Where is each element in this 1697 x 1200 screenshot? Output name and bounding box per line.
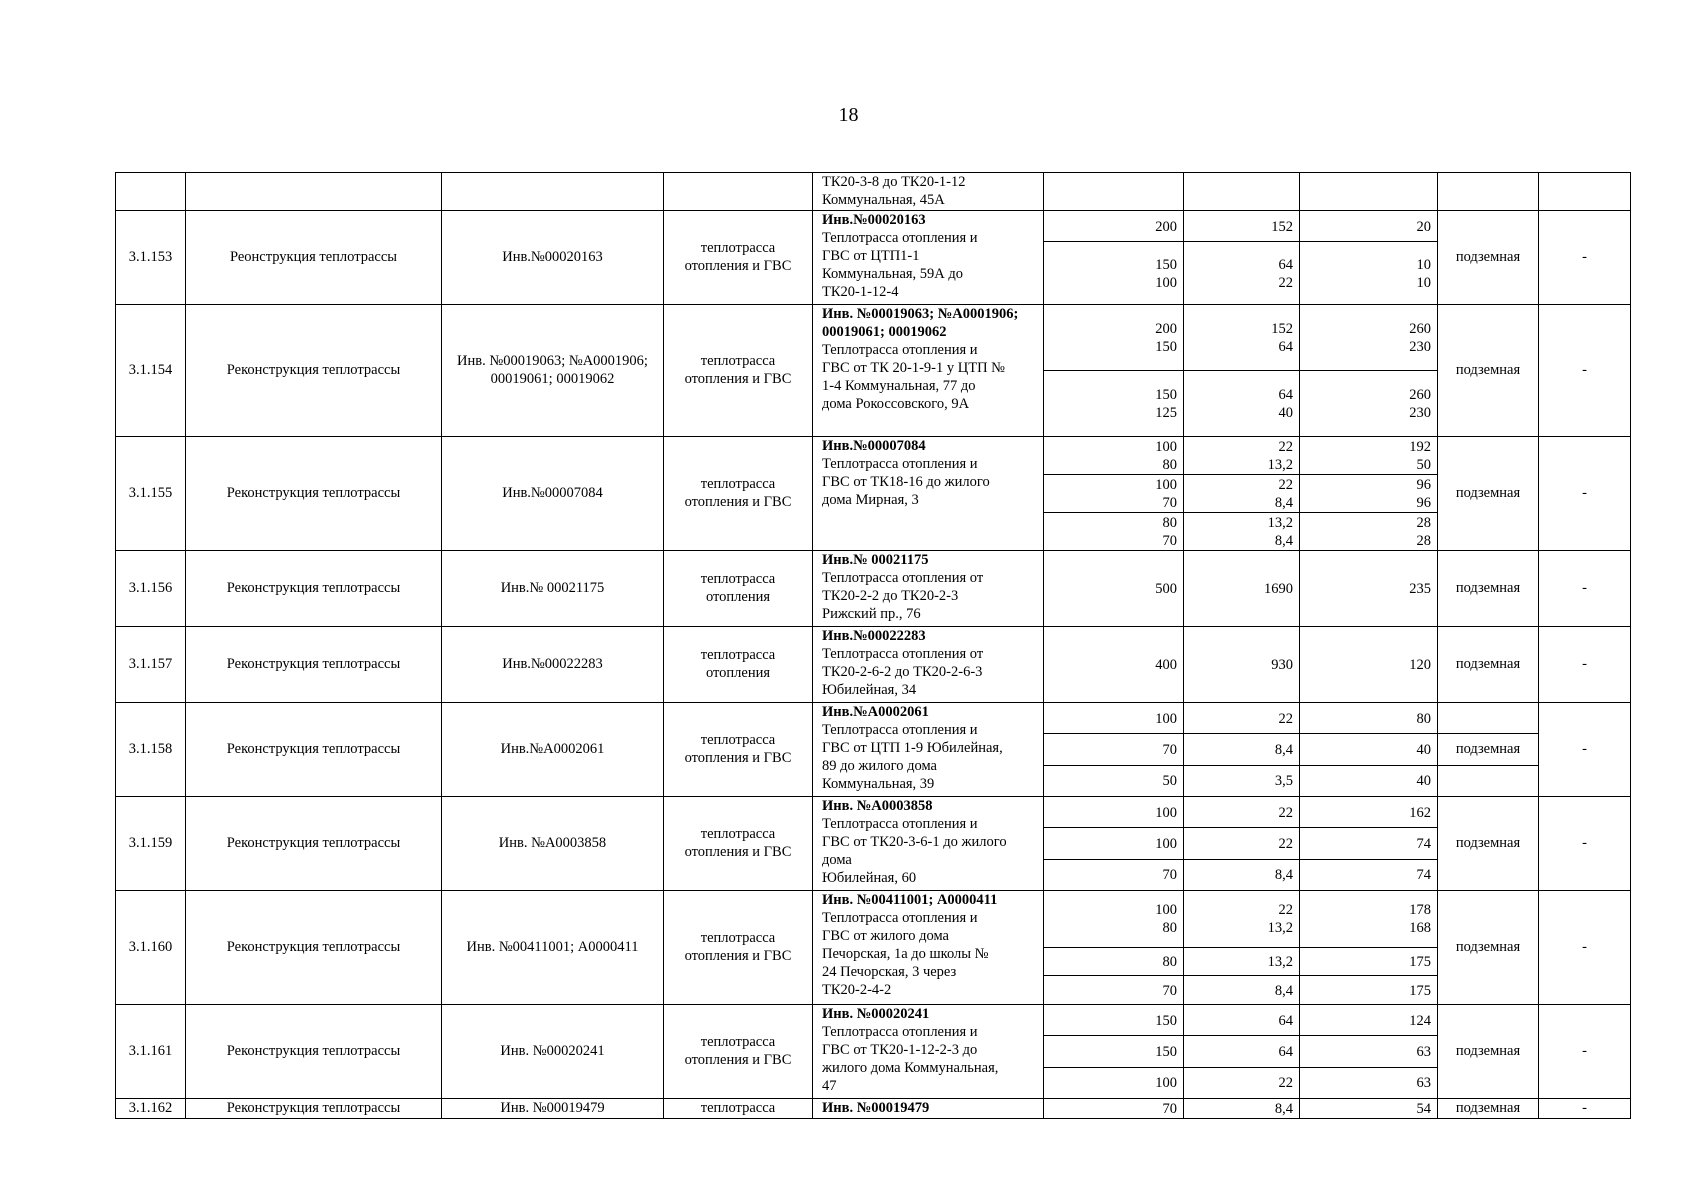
note-cell: [1539, 173, 1631, 211]
description-cell: [813, 436, 1044, 550]
laying-method-cell: [1438, 702, 1539, 733]
diameter-value: 100: [1155, 476, 1177, 493]
value-value: 54: [1416, 1100, 1431, 1117]
work-name-cell: Реконструкция теплотрассы: [186, 304, 442, 436]
diameter-value: 150: [1155, 386, 1177, 403]
diameter-cell: [1044, 1067, 1184, 1098]
length-value: 8,4: [1274, 532, 1293, 549]
diameter-cell: [1044, 734, 1184, 765]
object-type-cell: теплотрасса отопления: [664, 550, 813, 626]
description-line: дома Мирная, 3: [822, 491, 919, 508]
description-line: Теплотрасса отопления и: [822, 230, 978, 246]
description-inventory: Инв.№00007084: [822, 437, 926, 454]
value-cell: [1300, 626, 1438, 702]
value-value: 63: [1416, 1043, 1431, 1060]
diameter-value: 100: [1155, 274, 1177, 291]
diameter-cell: [1044, 626, 1184, 702]
description-line: ГВС от ТК 20-1-9-1 у ЦТП №: [822, 359, 1006, 376]
description-line: ГВС от ТК18-16 до жилого: [822, 473, 990, 490]
diameter-value: 200: [1155, 218, 1177, 235]
diameter-cell: [1044, 242, 1184, 305]
value-value: 178: [1409, 902, 1431, 919]
row-number-cell: 3.1.154: [116, 304, 186, 436]
inventory-cell: Инв.№00022283: [442, 626, 664, 702]
diameter-value: 150: [1155, 1012, 1177, 1029]
object-type-cell: теплотрасса отопления и ГВС: [664, 890, 813, 1004]
row-number-cell: 3.1.161: [116, 1004, 186, 1098]
value-value: 40: [1416, 741, 1431, 758]
value-value: 80: [1416, 710, 1431, 727]
diameter-cell: [1044, 211, 1184, 242]
value-cell: [1300, 859, 1438, 890]
diameter-cell: [1044, 512, 1184, 550]
value-value: 260: [1409, 386, 1431, 403]
work-name-cell: Реконструкция теплотрассы: [186, 1004, 442, 1098]
description-line: Теплотрасса отопления и: [822, 909, 978, 926]
laying-method-cell: подземная: [1438, 550, 1539, 626]
note-cell: -: [1539, 436, 1631, 550]
value-value: 260: [1409, 320, 1431, 337]
description-line: 1-4 Коммунальная, 77 до: [822, 377, 976, 394]
work-name-cell: Реконструкция теплотрассы: [186, 436, 442, 550]
diameter-value: 150: [1155, 256, 1177, 273]
description-line: ГВС от ЦТП 1-9 Юбилейная,: [822, 739, 1003, 756]
work-name-cell: Реконструкция теплотрассы: [186, 626, 442, 702]
diameter-value: 80: [1162, 954, 1177, 971]
diameter-cell: [1044, 702, 1184, 733]
diameter-value: 150: [1155, 338, 1177, 355]
description-line: жилого дома Коммунальная,: [822, 1059, 999, 1076]
length-value: 8,4: [1274, 982, 1293, 999]
object-type-cell: теплотрасса отопления и ГВС: [664, 436, 813, 550]
inventory-cell: Инв. №00019063; №А0001906; 00019061; 00019062: [442, 304, 664, 436]
value-cell: [1300, 765, 1438, 796]
description-inventory: Инв. №00020241: [822, 1005, 930, 1022]
length-value: 13,2: [1267, 920, 1293, 937]
value-value: 74: [1416, 835, 1431, 852]
note-cell: -: [1539, 1098, 1631, 1118]
description-cell: [813, 304, 1044, 436]
value-cell: [1300, 1067, 1438, 1098]
row-number-cell: 3.1.158: [116, 702, 186, 796]
value-cell: [1300, 370, 1438, 436]
diameter-cell: [1044, 173, 1184, 211]
value-value: 10: [1416, 256, 1431, 273]
inventory-cell: Инв. №00019479: [442, 1098, 664, 1118]
length-value: 13,2: [1267, 954, 1293, 971]
pipeline-table: [115, 172, 1631, 1119]
description-line: Юбилейная, 60: [822, 869, 917, 886]
row-number-cell: 3.1.157: [116, 626, 186, 702]
diameter-cell: [1044, 304, 1184, 370]
description-line: Коммунальная, 45А: [822, 192, 945, 208]
laying-method-cell: [1438, 173, 1539, 211]
length-cell: [1184, 796, 1300, 827]
description-cell: [813, 173, 1044, 211]
description-cell: [813, 702, 1044, 796]
description-cell: [813, 796, 1044, 890]
table-row: [116, 1098, 1631, 1118]
description-line: Теплотрасса отопления и: [822, 341, 978, 358]
row-number-cell: 3.1.160: [116, 890, 186, 1004]
length-value: 40: [1278, 404, 1293, 421]
length-value: 13,2: [1267, 514, 1293, 531]
work-name-cell: Реконструкция теплотрассы: [186, 796, 442, 890]
value-value: 96: [1416, 494, 1431, 511]
laying-method-cell: подземная: [1438, 211, 1539, 305]
diameter-cell: [1044, 796, 1184, 827]
description-line: Теплотрасса отопления и: [822, 721, 978, 738]
description-line: Коммунальная, 39: [822, 775, 935, 792]
length-cell: [1184, 211, 1300, 242]
table-row: [116, 211, 1631, 242]
length-value: 152: [1271, 218, 1293, 235]
value-cell: [1300, 474, 1438, 512]
value-value: 124: [1409, 1012, 1431, 1029]
value-value: 230: [1409, 404, 1431, 421]
row-number-cell: 3.1.162: [116, 1098, 186, 1118]
inventory-cell: Инв.№00020163: [442, 211, 664, 305]
length-cell: [1184, 370, 1300, 436]
length-cell: [1184, 702, 1300, 733]
value-cell: [1300, 702, 1438, 733]
length-cell: [1184, 1067, 1300, 1098]
object-type-cell: теплотрасса отопления и ГВС: [664, 211, 813, 305]
length-value: 22: [1278, 438, 1293, 455]
description-line: Теплотрасса отопления и: [822, 815, 978, 832]
value-cell: [1300, 890, 1438, 947]
length-value: 8,4: [1274, 1100, 1293, 1117]
description-cell: [813, 626, 1044, 702]
description-inventory: Инв.№ 00021175: [822, 551, 929, 568]
value-value: 175: [1409, 982, 1431, 999]
object-type-cell: теплотрасса: [664, 1098, 813, 1118]
value-cell: [1300, 550, 1438, 626]
inventory-cell: Инв. №00411001; А0000411: [442, 890, 664, 1004]
description-line: ГВС от ТК20-1-12-2-3 до: [822, 1041, 978, 1058]
length-cell: [1184, 436, 1300, 474]
length-value: 22: [1278, 804, 1293, 821]
length-cell: [1184, 947, 1300, 976]
inventory-cell: Инв.№А0002061: [442, 702, 664, 796]
diameter-cell: [1044, 890, 1184, 947]
length-cell: [1184, 976, 1300, 1005]
value-value: 162: [1409, 804, 1431, 821]
value-cell: [1300, 173, 1438, 211]
value-value: 40: [1416, 773, 1431, 790]
diameter-value: 80: [1162, 514, 1177, 531]
laying-method-cell: подземная: [1438, 626, 1539, 702]
value-cell: [1300, 734, 1438, 765]
diameter-cell: [1044, 436, 1184, 474]
length-value: 64: [1278, 1043, 1293, 1060]
note-cell: -: [1539, 626, 1631, 702]
description-inventory: Инв. №00019479: [822, 1099, 930, 1116]
length-value: 13,2: [1267, 456, 1293, 473]
diameter-value: 400: [1155, 656, 1177, 673]
laying-method-cell: подземная: [1438, 796, 1539, 890]
diameter-value: 200: [1155, 320, 1177, 337]
length-value: 22: [1278, 1075, 1293, 1092]
description-inventory: Инв.№00022283: [822, 627, 926, 644]
work-name-cell: Реконструкция теплотрассы: [186, 550, 442, 626]
value-value: 96: [1416, 476, 1431, 493]
length-value: 152: [1271, 320, 1293, 337]
value-cell: [1300, 1036, 1438, 1067]
laying-method-cell: подземная: [1438, 304, 1539, 436]
table-row: [116, 890, 1631, 947]
diameter-value: 70: [1162, 741, 1177, 758]
length-value: 64: [1278, 256, 1293, 273]
value-cell: [1300, 211, 1438, 242]
description-line: ТК20-1-12-4: [822, 284, 899, 300]
length-cell: [1184, 859, 1300, 890]
value-cell: [1300, 796, 1438, 827]
description-cell: [813, 890, 1044, 1004]
value-value: 120: [1409, 656, 1431, 673]
description-line: ТК20-2-2 до ТК20-2-3: [822, 587, 959, 604]
diameter-value: 100: [1155, 710, 1177, 727]
value-value: 28: [1416, 514, 1431, 531]
note-cell: -: [1539, 796, 1631, 890]
table-row: [116, 626, 1631, 702]
value-value: 175: [1409, 954, 1431, 971]
row-number-cell: 3.1.159: [116, 796, 186, 890]
value-cell: [1300, 1004, 1438, 1035]
length-cell: [1184, 242, 1300, 305]
description-line: дома: [822, 851, 852, 868]
value-cell: [1300, 304, 1438, 370]
length-cell: [1184, 734, 1300, 765]
inventory-cell: Инв.№00007084: [442, 436, 664, 550]
description-line: ТК20-2-6-2 до ТК20-2-6-3: [822, 663, 983, 680]
diameter-value: 100: [1155, 1075, 1177, 1092]
description-line: ГВС от ЦТП1-1: [822, 248, 920, 264]
value-cell: [1300, 512, 1438, 550]
description-line: ГВС от жилого дома: [822, 927, 949, 944]
description-cell: [813, 211, 1044, 305]
note-cell: -: [1539, 1004, 1631, 1098]
description-line: 47: [822, 1077, 837, 1094]
object-type-cell: [664, 173, 813, 211]
diameter-value: 70: [1162, 867, 1177, 884]
object-type-cell: теплотрасса отопления и ГВС: [664, 796, 813, 890]
diameter-cell: [1044, 947, 1184, 976]
table-row: [116, 550, 1631, 626]
diameter-value: 50: [1162, 773, 1177, 790]
description-inventory: Инв. №А0003858: [822, 797, 933, 814]
diameter-cell: [1044, 1098, 1184, 1118]
diameter-value: 100: [1155, 804, 1177, 821]
description-line: 89 до жилого дома: [822, 757, 937, 774]
description-line: Юбилейная, 34: [822, 681, 917, 698]
diameter-value: 70: [1162, 1100, 1177, 1117]
length-value: 22: [1278, 274, 1293, 291]
length-value: 64: [1278, 386, 1293, 403]
description-cell: [813, 1098, 1044, 1118]
length-cell: [1184, 304, 1300, 370]
row-number-cell: [116, 173, 186, 211]
description-cell: [813, 550, 1044, 626]
table-body: [116, 173, 1631, 1119]
object-type-cell: теплотрасса отопления и ГВС: [664, 702, 813, 796]
length-cell: [1184, 765, 1300, 796]
length-cell: [1184, 1036, 1300, 1067]
description-line: ТК20-3-8 до ТК20-1-12: [822, 174, 966, 190]
diameter-cell: [1044, 828, 1184, 859]
note-cell: -: [1539, 304, 1631, 436]
inventory-cell: Инв. №А0003858: [442, 796, 664, 890]
length-cell: [1184, 474, 1300, 512]
value-cell: [1300, 242, 1438, 305]
diameter-cell: [1044, 976, 1184, 1005]
note-cell: -: [1539, 211, 1631, 305]
table-row: [116, 436, 1631, 474]
length-value: 22: [1278, 835, 1293, 852]
work-name-cell: Реконструкция теплотрассы: [186, 1098, 442, 1118]
length-value: 22: [1278, 902, 1293, 919]
row-number-cell: 3.1.155: [116, 436, 186, 550]
page-number: 18: [838, 104, 859, 126]
work-name-cell: Реонструкция теплотрассы: [186, 211, 442, 305]
description-inventory: Инв.№00020163: [822, 212, 926, 228]
length-value: 930: [1271, 656, 1293, 673]
laying-method-cell: подземная: [1438, 1004, 1539, 1098]
description-line: ГВС от ТК20-3-6-1 до жилого: [822, 833, 1007, 850]
length-value: 64: [1278, 338, 1293, 355]
diameter-value: 80: [1162, 456, 1177, 473]
description-line: Теплотрасса отопления и: [822, 455, 978, 472]
table-row: [116, 304, 1631, 370]
value-cell: [1300, 828, 1438, 859]
diameter-value: 70: [1162, 982, 1177, 999]
description-line: Теплотрасса отопления и: [822, 1023, 978, 1040]
length-value: 22: [1278, 710, 1293, 727]
description-line: Теплотрасса отопления от: [822, 569, 984, 586]
diameter-cell: [1044, 1004, 1184, 1035]
diameter-value: 100: [1155, 438, 1177, 455]
description-inventory: Инв.№А0002061: [822, 703, 929, 720]
diameter-cell: [1044, 370, 1184, 436]
note-cell: -: [1539, 702, 1631, 796]
inventory-cell: Инв.№ 00021175: [442, 550, 664, 626]
description-line: 24 Печорская, 3 через: [822, 963, 957, 980]
diameter-value: 80: [1162, 920, 1177, 937]
diameter-value: 125: [1155, 404, 1177, 421]
value-value: 192: [1409, 438, 1431, 455]
value-value: 168: [1409, 920, 1431, 937]
diameter-value: 150: [1155, 1043, 1177, 1060]
diameter-value: 70: [1162, 494, 1177, 511]
table-row: [116, 702, 1631, 733]
length-cell: [1184, 890, 1300, 947]
description-line: Рижский пр., 76: [822, 605, 921, 622]
laying-method-cell: подземная: [1438, 1098, 1539, 1118]
description-line: дома Рокоссовского, 9А: [822, 395, 970, 412]
length-value: 64: [1278, 1012, 1293, 1029]
table-row: [116, 1004, 1631, 1035]
table-row: [116, 796, 1631, 827]
diameter-value: 500: [1155, 580, 1177, 597]
description-cell: [813, 1004, 1044, 1098]
length-cell: [1184, 512, 1300, 550]
value-value: 230: [1409, 338, 1431, 355]
diameter-cell: [1044, 474, 1184, 512]
value-cell: [1300, 1098, 1438, 1118]
value-value: 74: [1416, 867, 1431, 884]
length-value: 3,5: [1274, 773, 1293, 790]
description-line: Печорская, 1а до школы №: [822, 945, 989, 962]
diameter-cell: [1044, 1036, 1184, 1067]
row-number-cell: 3.1.153: [116, 211, 186, 305]
length-value: 8,4: [1274, 494, 1293, 511]
work-name-cell: [186, 173, 442, 211]
length-cell: [1184, 626, 1300, 702]
value-value: 20: [1416, 218, 1431, 235]
laying-method-cell: [1438, 765, 1539, 796]
object-type-cell: теплотрасса отопления: [664, 626, 813, 702]
length-value: 1690: [1264, 580, 1293, 597]
value-value: 28: [1416, 532, 1431, 549]
object-type-cell: теплотрасса отопления и ГВС: [664, 1004, 813, 1098]
length-cell: [1184, 550, 1300, 626]
description-inventory: Инв. №00019063; №А0001906; 00019061; 00019062: [822, 305, 1019, 340]
length-value: 8,4: [1274, 867, 1293, 884]
description-line: Теплотрасса отопления от: [822, 645, 984, 662]
length-value: 8,4: [1274, 741, 1293, 758]
diameter-cell: [1044, 859, 1184, 890]
diameter-value: 100: [1155, 902, 1177, 919]
laying-method-cell: подземная: [1438, 890, 1539, 1004]
value-value: 10: [1416, 274, 1431, 291]
description-line: Коммунальная, 59А до: [822, 266, 964, 282]
work-name-cell: Реконструкция теплотрассы: [186, 890, 442, 1004]
diameter-value: 70: [1162, 532, 1177, 549]
value-value: 235: [1409, 580, 1431, 597]
inventory-cell: Инв. №00020241: [442, 1004, 664, 1098]
value-cell: [1300, 976, 1438, 1005]
description-line: ТК20-2-4-2: [822, 981, 892, 998]
length-cell: [1184, 828, 1300, 859]
object-type-cell: теплотрасса отопления и ГВС: [664, 304, 813, 436]
inventory-cell: [442, 173, 664, 211]
length-cell: [1184, 173, 1300, 211]
value-value: 63: [1416, 1075, 1431, 1092]
value-cell: [1300, 947, 1438, 976]
laying-method-cell: подземная: [1438, 734, 1539, 765]
diameter-cell: [1044, 765, 1184, 796]
length-cell: [1184, 1004, 1300, 1035]
diameter-cell: [1044, 550, 1184, 626]
value-cell: [1300, 436, 1438, 474]
length-value: 22: [1278, 476, 1293, 493]
laying-method-cell: подземная: [1438, 436, 1539, 550]
note-cell: -: [1539, 550, 1631, 626]
note-cell: -: [1539, 890, 1631, 1004]
work-name-cell: Реконструкция теплотрассы: [186, 702, 442, 796]
diameter-value: 100: [1155, 835, 1177, 852]
value-value: 50: [1416, 456, 1431, 473]
description-inventory: Инв. №00411001; А0000411: [822, 891, 998, 908]
row-number-cell: 3.1.156: [116, 550, 186, 626]
table-row: [116, 173, 1631, 211]
length-cell: [1184, 1098, 1300, 1118]
